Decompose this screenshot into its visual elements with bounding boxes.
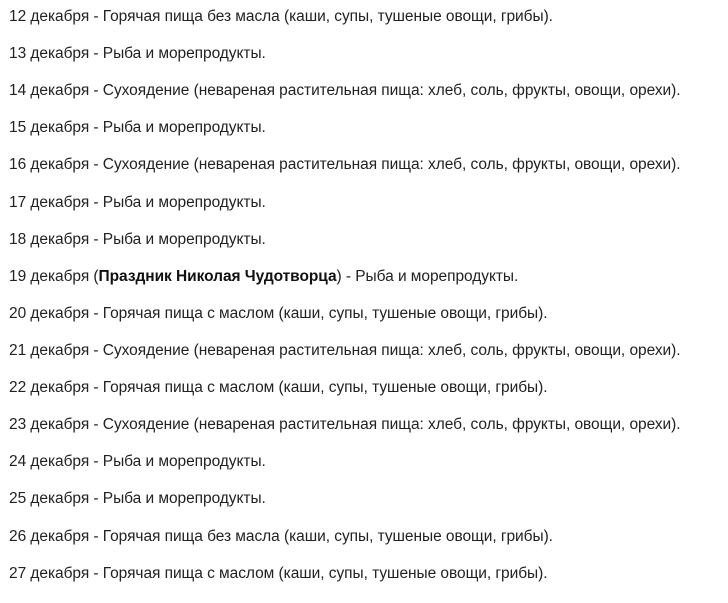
schedule-entry-dec-19 [9, 265, 518, 289]
schedule-entry-dec-18: 18 декабря - Рыба и морепродукты. [9, 231, 266, 248]
holiday-name: Праздник Николая Чудотворца [98, 268, 337, 285]
schedule-entry-dec-22: 22 декабря - Горячая пища с маслом (каши, супы, тушеные овощи, грибы). [9, 379, 548, 396]
schedule-entry-dec-14: 14 декабря - Сухоядение (невареная растительная пища: хлеб, соль, фрукты, овощи, орехи). [9, 82, 681, 99]
schedule-entry-dec-24: 24 декабря - Рыба и морепродукты. [9, 453, 266, 470]
schedule-entry-dec-21: 21 декабря - Сухоядение (невареная растительная пища: хлеб, соль, фрукты, овощи, орехи). [9, 342, 681, 359]
schedule-entry-dec-26: 26 декабря - Горячая пища без масла (каши, супы, тушеные овощи, грибы). [9, 528, 553, 545]
schedule-entry-dec-25: 25 декабря - Рыба и морепродукты. [9, 490, 266, 507]
schedule-entry-dec-15: 15 декабря - Рыба и морепродукты. [9, 119, 266, 136]
schedule-entry-dec-13: 13 декабря - Рыба и морепродукты. [9, 45, 266, 62]
entry-meal-suffix: ) - Рыба и морепродукты. [336, 268, 519, 285]
schedule-entry-dec-23: 23 декабря - Сухоядение (невареная растительная пища: хлеб, соль, фрукты, овощи, орехи). [9, 416, 681, 433]
schedule-entry-dec-20: 20 декабря - Горячая пища с маслом (каши, супы, тушеные овощи, грибы). [9, 305, 548, 322]
schedule-entry-dec-12: 12 декабря - Горячая пища без масла (каши, супы, тушеные овощи, грибы). [9, 8, 553, 25]
schedule-entry-dec-27: 27 декабря - Горячая пища с маслом (каши, супы, тушеные овощи, грибы). [9, 565, 548, 582]
schedule-entry-dec-17: 17 декабря - Рыба и морепродукты. [9, 194, 266, 211]
schedule-entry-dec-16: 16 декабря - Сухоядение (невареная растительная пища: хлеб, соль, фрукты, овощи, орехи). [9, 156, 681, 173]
entry-date-prefix: 19 декабря ( [9, 268, 99, 285]
